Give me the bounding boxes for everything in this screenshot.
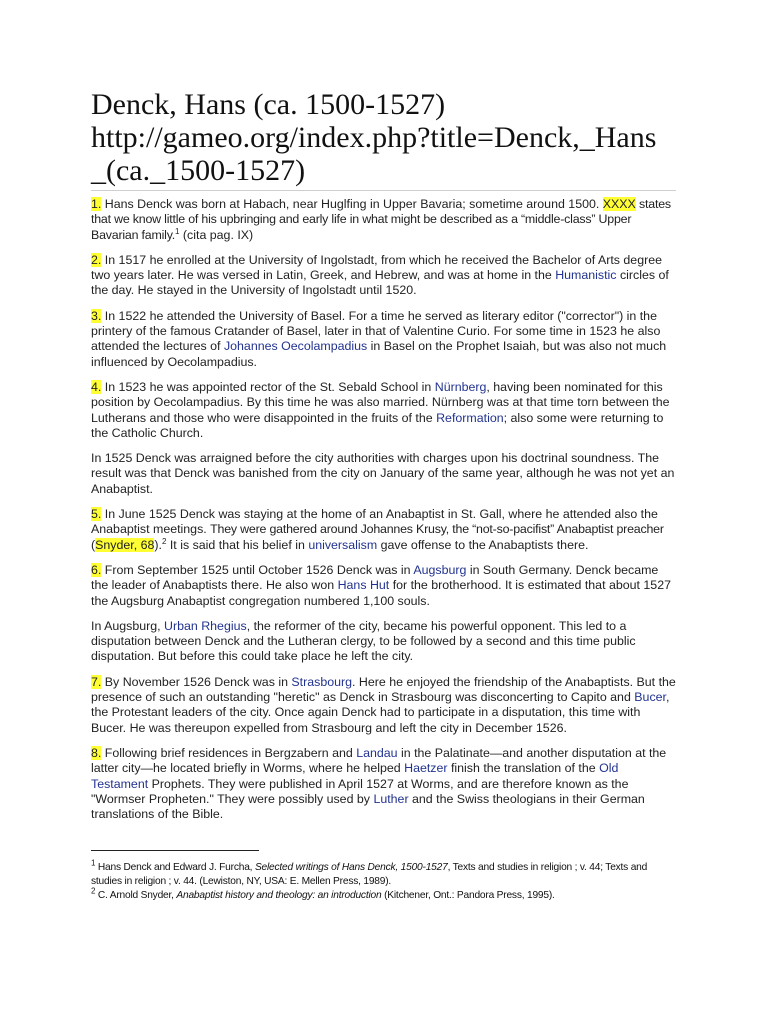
title-divider — [91, 190, 676, 191]
paragraph-6: 5. In June 1525 Denck was staying at the home of an Anabaptist in St. Gall, where he attended also the Anabaptist meetings. They were gathered around Johannes Krusy, the “not-so-pacifist” Anabaptist preacher (Snyder, 68).$^2$ It is said that his belief in universalism gave offense to the Anabaptists there. — [91, 507, 664, 552]
paragraph-4: 4. In 1523 he was appointed rector of the St. Sebald School in Nürnberg, having been nominated for this position by Oecolampadius. By this time he was also married. Nürnberg was at that time torn between the Lutherans and those who were disappointed in the fruits of the Reformation; also some were returning to the Catholic Church. — [91, 379, 670, 440]
paragraph-number: 1. — [91, 197, 102, 211]
paragraph-10: 8. Following brief residences in Bergzabern and Landau in the Palatinate—and another disputation at the latter city—he located briefly in Worms, where he helped Haetzer finish the translation of the Old Testament Prophets. They were published in April 1527 at Worms, and are therefore known as the "Wormser Propheten." They were possibly used by Luther and the Swiss theologians in their German translations of the Bible. — [91, 745, 667, 822]
paragraph-number: 4. — [91, 379, 102, 394]
link-bucer[interactable]: Bucer — [634, 690, 666, 705]
link-reformation[interactable]: Reformation — [436, 410, 504, 425]
link-haetzer[interactable]: Haetzer — [404, 761, 448, 776]
title-line-3: _(ca._1500-1527) — [91, 154, 306, 187]
paragraph-number: 6. — [91, 562, 102, 577]
footnote-ref-2[interactable]: 2 — [161, 536, 167, 546]
paragraph-number: 5. — [91, 507, 102, 522]
paragraph-number: 7. — [91, 674, 102, 689]
paragraph-number: 2. — [91, 252, 102, 267]
link-augsburg[interactable]: Augsburg — [413, 562, 467, 577]
link-luther[interactable]: Luther — [373, 791, 409, 806]
highlight-citation: Snyder, 68 — [95, 537, 155, 552]
paragraph-number: 8. — [91, 745, 102, 760]
footnote-divider — [91, 850, 259, 851]
link-landau[interactable]: Landau — [356, 745, 398, 760]
paragraph-7: 6. From September 1525 until October 1526 Denck was in Augsburg in South Germany. Denck became the leader of Anabaptists there. He also won Hans Hut for the brotherhood. It is estimated that about 1527 the Augsburg Anabaptist congregation numbered 1,100 souls. — [91, 562, 671, 608]
paragraph-number: 3. — [91, 308, 102, 323]
footnote-ref-1[interactable]: 1 — [175, 226, 180, 236]
link-urban-rhegius[interactable]: Urban Rhegius — [164, 618, 247, 633]
footnote-2: $^2$ C. Arnold Snyder, Anabaptist history and theology: an introduction (Kitchener, Ont.: Pandora Press, 1995). — [91, 887, 555, 902]
paragraph-3: 3. In 1522 he attended the University of Basel. For a time he served as literary editor ("corrector") in the printery of the famous Cratander of Basel, later in that of Valentine Curio. For some time in 1523 he also attended the lectures of Johannes Oecolampadius in Basel on the Prophet Isaiah, but was also not much influenced by Oecolampadius. — [91, 308, 667, 369]
highlight-placeholder: XXXX — [602, 197, 636, 211]
link-hans-hut[interactable]: Hans Hut — [337, 578, 390, 593]
link-old-testament[interactable]: Old Testament — [91, 761, 619, 791]
link-strasbourg[interactable]: Strasbourg — [291, 674, 353, 689]
footnote-marker: 2 — [91, 887, 96, 896]
paragraph-8: In Augsburg, Urban Rhegius, the reformer of the city, became his powerful opponent. This led to a disputation between Denck and the Lutheran clergy, to be followed by a second and this time public disputation. But before this could take place he left the city. — [91, 618, 636, 664]
paragraph-9: 7. By November 1526 Denck was in Strasbourg. Here he enjoyed the friendship of the Anabaptists. But the presence of such an outstanding "heretic" as Denck in Strasbourg was disconcerting to Capito and Bucer, the Protestant leaders of the city. Once again Denck had to participate in a disputation, this time with Bucer. He was thereupon expelled from Strasbourg and left the city in December 1526. — [91, 674, 676, 735]
page-title — [91, 88, 676, 187]
link-universalism[interactable]: universalism — [308, 537, 378, 552]
link-oecolampadius[interactable]: Johannes Oecolampadius — [223, 339, 368, 354]
paragraph-5: In 1525 Denck was arraigned before the city authorities with charges upon his doctrinal soundness. The result was that Denck was banished from the city on January of the same year, although he was not yet an Anabaptist. — [91, 451, 675, 496]
paragraph-2: 2. In 1517 he enrolled at the University of Ingolstadt, from which he received the Bachelor of Arts degree two years later. He was versed in Latin, Greek, and Hebrew, and was at home in the Humanistic circles of the day. He stayed in the University of Ingolstadt until 1520. — [91, 252, 669, 298]
link-nurnberg[interactable]: Nürnberg — [434, 379, 487, 394]
link-humanistic[interactable]: Humanistic — [555, 268, 617, 283]
paragraph-1: 1. Hans Denck was born at Habach, near Huglfing in Upper Bavaria; sometime around 1500. XXXX states that we know little of his upbringing and early life in what might be described as a “middle-class” Upper Bavarian family.$^1$ (cita pag. IX) — [91, 197, 671, 242]
title-line-1: Denck, Hans (ca. 1500-1527) — [91, 88, 446, 121]
title-line-2: http://gameo.org/index.php?title=Denck,_Hans — [91, 121, 657, 154]
footnote-marker: 1 — [91, 859, 96, 868]
footnote-1: $^1$ Hans Denck and Edward J. Furcha, Selected writings of Hans Denck, 1500-1527, Texts and studies in religion ; v. 44; Texts and studies in religion ; v. 44. (Lewiston, NY, USA: E. Mellen Press, 1989). — [91, 859, 648, 888]
